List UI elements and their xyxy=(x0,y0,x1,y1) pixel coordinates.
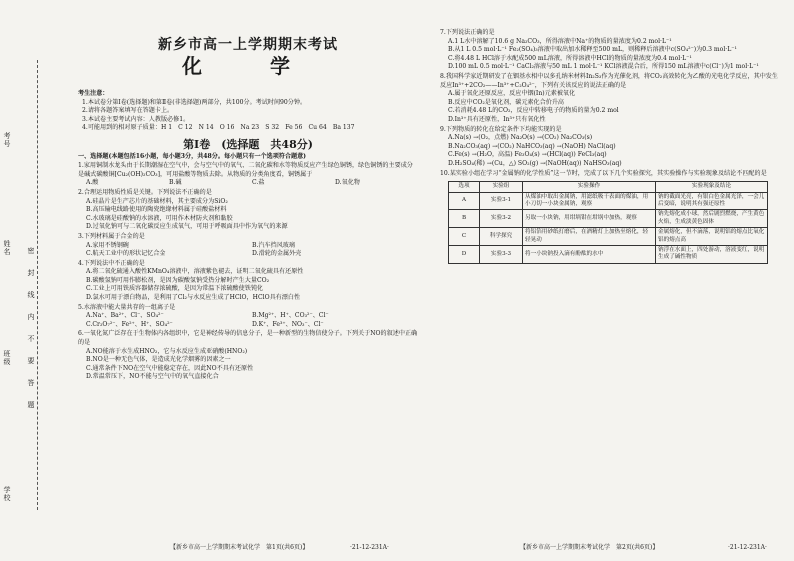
question-item xyxy=(440,170,780,179)
answer-option: B.反应中CO₂是氧化剂，碳元素化合价升高 xyxy=(448,98,565,106)
section-instruction: 一、选择题(本题包括16小题，每小题3分，共48分。每小题只有一个选项符合题意) xyxy=(78,152,307,160)
row-result: 金属熔化，但不滴落，说明铝的熔点比氧化铝的熔点高 xyxy=(656,228,768,246)
answer-option: C.Cr₂O₇²⁻、Fe²⁺、H⁺、SO₄²⁻ xyxy=(86,320,173,328)
question-stem: 8.我国科学家近期研发了在铟基水相中以多孔纳米材料In₂S₃作为光催化剂，将CO₂高效转化为乙酸的光电化学反应，其中发生反应In³⁺+2CO₂——In³⁺+C₂O₄²⁻，下列有关该反应的说法正确的是 xyxy=(440,72,778,89)
answer-options xyxy=(440,90,780,124)
answer-options xyxy=(78,312,418,329)
seal-warning xyxy=(26,240,36,416)
row-result: 钠的截面光亮，有银白色金属光泽，一会儿后变暗，说明其有强还原性 xyxy=(656,192,768,210)
answer-option: A.硅晶片是生产芯片的基础材料，其主要成分为SiO₂ xyxy=(86,197,228,205)
bind-field-exam-number: 考号 xyxy=(3,132,11,148)
answer-options xyxy=(78,268,418,302)
footer-code-1: ·21-12-231A· xyxy=(350,544,389,551)
question-item xyxy=(78,162,418,188)
left-column xyxy=(78,28,418,382)
answer-option: A.Na⁺、Ba²⁺、Cl⁻、SO₄²⁻ xyxy=(86,312,164,320)
footer-page-1: 【新乡市高一上学期期末考试化学 第1页(共6页)】 xyxy=(170,544,309,551)
answer-option: D.过氧化钠可与二氧化碳反应生成氧气，可用于呼吸面具中作为氧气的来源 xyxy=(86,223,288,231)
answer-option: B.汽车挡风玻璃 xyxy=(252,241,295,249)
question-item xyxy=(440,73,780,125)
answer-option: C.工业上可用铁质容器储存浓硫酸，是因为常温下浓硫酸使铁钝化 xyxy=(86,285,264,293)
answer-option: B.从1 L 0.5 mol·L⁻¹ Fe₂(SO₄)₃溶液中取出加水稀释至500 mL，则稀释后溶液中c(SO₄²⁻)为0.3 mol·L⁻¹ xyxy=(448,46,737,54)
answer-options xyxy=(440,38,780,72)
question-item xyxy=(78,189,418,232)
answer-option: B.高压输电线路使用的陶瓷绝缘材料属于硅酸盐材料 xyxy=(86,206,227,214)
row-option: D xyxy=(449,245,480,263)
experiment-table-body xyxy=(449,192,768,263)
question-list xyxy=(78,162,418,382)
answer-option: D.氧化物 xyxy=(335,179,360,187)
answer-option: C.通常条件下NO在空气中能稳定存在，因此NO不具有还原性 xyxy=(86,364,254,372)
answer-option: D.常温常压下，NO不能与空气中的氧气直接化合 xyxy=(86,373,219,381)
answer-options xyxy=(78,242,418,259)
bind-field-class: 班级 xyxy=(3,350,11,366)
row-option: B xyxy=(449,210,480,228)
seal-char: 要 xyxy=(27,357,35,365)
table-row xyxy=(449,192,768,210)
footer-code-2: ·21-12-231A· xyxy=(728,544,767,551)
answer-option: C.盐 xyxy=(252,179,265,187)
table-row xyxy=(449,228,768,246)
row-option: C xyxy=(449,228,480,246)
table-row xyxy=(449,210,768,228)
bind-field-school: 学校 xyxy=(3,486,11,502)
row-group: 科学探究 xyxy=(480,228,523,246)
answer-option: D.In³⁺具有还原性，In³⁺只有氧化性 xyxy=(448,115,546,123)
question-stem: 6.一氧化氮广泛存在于生物体内各组织中，它是神经传导的信息分子，是一种新型的生物信使分子。下列关于NO的叙述中正确的是 xyxy=(78,330,418,347)
row-operation: 从煤油中取出金属钠，用滤纸吸干表面的煤油，用小刀切一小块金属钠，观察 xyxy=(523,192,656,210)
question-item xyxy=(440,29,780,72)
seal-char: 线 xyxy=(27,291,35,299)
answer-option: C.若消耗4.48 L的CO₂，反应中转移电子的物质的量为0.2 mol xyxy=(448,107,619,115)
right-column xyxy=(440,28,780,264)
answer-option: B.NO是一种无色气体，是造成光化学烟雾的因素之一 xyxy=(86,356,231,364)
table-header: 实验现象及结论 xyxy=(656,182,768,192)
answer-option: A.1 L水中溶解了10.6 g Na₂CO₃，所得溶液中Na⁺的物质的量浓度为0.2 mol·L⁻¹ xyxy=(448,37,672,45)
table-header: 实验操作 xyxy=(523,182,656,192)
seal-char: 答 xyxy=(27,379,35,387)
answer-options xyxy=(78,198,418,232)
row-operation: 另取一小块钠，用坩埚钳在坩埚中加热，观察 xyxy=(523,210,656,228)
question-item xyxy=(78,233,418,259)
exam-title: 新乡市高一上学期期末考试 xyxy=(158,37,338,53)
question-stem: 1.家用铜制水龙头由于长期潮湿在空气中，会与空气中的氧气、二氧化碳和水等物质反应产生绿色铜锈，绿色铜锈的主要成分是碱式碳酸铜[Cu₂(OH)₂CO₃]，可用盐酸等物质去除。从物质的分类角度看，铜锈属于 xyxy=(78,162,413,178)
question-stem: 5.水溶液中能大量共存的一组离子是 xyxy=(78,303,176,311)
answer-option: A.家用不锈钢碗 xyxy=(86,241,129,249)
row-result: 钠浮在水面上，四处游动，溶液变红，说明生成了碱性物质 xyxy=(656,245,768,263)
question-list xyxy=(440,29,780,178)
title-block xyxy=(78,36,418,78)
seal-char: 密 xyxy=(27,247,35,255)
row-group: 实验3-1 xyxy=(480,192,523,210)
seal-char: 内 xyxy=(27,313,35,321)
note-item: 4.可能用到的相对原子质量：H 1 C 12 N 14 O 16 Na 23 S 32 Fe 56 Cu 64 Ba 137 xyxy=(82,124,355,132)
experiment-table xyxy=(448,181,768,264)
question-stem: 2.合理运用物质性质是关键。下列说法不正确的是 xyxy=(78,188,212,196)
answer-option: D.100 mL 0.5 mol·L⁻¹ CaCl₂溶液与50 mL 1 mol·L⁻¹ KCl溶液混合后，所得150 mL溶液中c(Cl⁻)为1 mol·L⁻¹ xyxy=(448,63,759,71)
answer-option: C.将4.48 L HCl溶于水配成500 mL溶液，所得溶液中HCl的物质的量浓度为0.4 mol·L⁻¹ xyxy=(448,54,692,62)
section-title: 第Ⅰ卷 (选择题 共48分) xyxy=(183,137,313,151)
question-stem: 3.下列材料属于合金的是 xyxy=(78,232,145,240)
answer-option: B.Na₂CO₃(aq) →(CO₂) NaHCO₃(aq) →(NaOH) NaCl(aq) xyxy=(448,142,616,150)
row-option: A xyxy=(449,192,480,210)
table-row xyxy=(449,245,768,263)
note-item: 3.本试卷主要考试内容：人教版必修1。 xyxy=(82,115,190,123)
answer-option: A.属于氧化还原反应，反应中铟(In)元素被氧化 xyxy=(448,90,576,98)
answer-options xyxy=(78,179,418,188)
answer-option: B.碳酸氢钠可用作膨松剂，是因为碳酸氢钠受热分解时产生大量CO₂ xyxy=(86,276,270,284)
table-header: 选项 xyxy=(449,182,480,192)
row-operation: 将一小块钠投入滴有酚酞的水中 xyxy=(523,245,656,263)
row-group: 实验3-3 xyxy=(480,245,523,263)
question-stem: 7.下列说法正确的是 xyxy=(440,29,495,36)
row-operation: 将铝箔用砂纸打磨后，在酒精灯上加热至熔化，轻轻晃动 xyxy=(523,228,656,246)
note-item: 1.本试卷分第Ⅰ卷(选择题)和第Ⅱ卷(非选择题)两部分，共100分。考试时间90分钟。 xyxy=(82,98,307,106)
table-header-row xyxy=(449,182,768,192)
footer-page-2: 【新乡市高一上学期期末考试化学 第2页(共6页)】 xyxy=(520,544,659,551)
answer-option: C.航天工业中的形状记忆合金 xyxy=(86,250,166,258)
notes-heading: 考生注意： xyxy=(78,90,109,97)
row-result: 钠先熔化成小球，然后剧烈燃烧，产生黄色火焰，生成淡黄色固体 xyxy=(656,210,768,228)
question-item xyxy=(440,126,780,169)
question-item xyxy=(78,330,418,382)
answer-option: B.Mg²⁺、H⁺、CO₃²⁻、Cl⁻ xyxy=(252,312,329,320)
table-header: 实验组 xyxy=(480,182,523,192)
answer-option: C.Fe(s) →(H₂O，高温) Fe₃O₄(s) →(HCl(aq)) FeCl₃(aq) xyxy=(448,151,607,159)
note-item: 2.请将各题答案填写在答题卡上。 xyxy=(82,107,174,115)
question-item xyxy=(78,260,418,303)
answer-options xyxy=(440,134,780,168)
answer-option: C.水玻璃是硅酸钠的水溶液，可用作木材防火剂和黏胶 xyxy=(86,214,233,222)
question-stem: 9.下列物质的转化在给定条件下均能实现的是 xyxy=(440,125,562,133)
question-stem: 4.下列说法中不正确的是 xyxy=(78,259,145,267)
row-group: 实验3-2 xyxy=(480,210,523,228)
answer-options xyxy=(78,348,418,382)
question-stem: 10.某实验小组在学习“金属钠的化学性质”这一节时，完成了以下几个实验探究，其实验操作与实验现象及结论不匹配的是 xyxy=(440,169,767,177)
answer-option: D.滑轮的金属外壳 xyxy=(252,250,302,258)
answer-option: A.将二氧化硫通入酸性KMnO₄溶液中，溶液紫色褪去，证明二氧化硫具有还原性 xyxy=(86,268,304,276)
answer-option: A.Na(s) →(O₂，点燃) Na₂O(s) →(CO₂) Na₂CO₃(s) xyxy=(448,134,593,142)
bind-field-name: 姓名 xyxy=(3,240,11,256)
seal-char: 封 xyxy=(27,269,35,277)
seal-line xyxy=(37,60,38,510)
seal-char: 题 xyxy=(27,401,35,409)
subject-title: 化 学 xyxy=(182,54,314,78)
answer-option: A.酸 xyxy=(86,179,99,187)
answer-option: D.K⁺、Fe³⁺、NO₃⁻、Cl⁻ xyxy=(252,320,324,328)
answer-option: D.氯水可用于漂白物品，是利用了Cl₂与水反应生成了HClO，HClO具有漂白性 xyxy=(86,294,301,302)
answer-option: D.H₂SO₄(稀) →(Cu，△) SO₂(g) →(NaOH(aq)) NaHSO₃(aq) xyxy=(448,159,622,167)
question-item xyxy=(78,304,418,330)
binding-margin xyxy=(0,0,44,561)
answer-option: B.碱 xyxy=(169,179,182,187)
seal-char: 不 xyxy=(27,335,35,343)
answer-option: A.NO能溶于水生成HNO₂，它与水反应生成亚硝酸(HNO₂) xyxy=(86,347,248,355)
